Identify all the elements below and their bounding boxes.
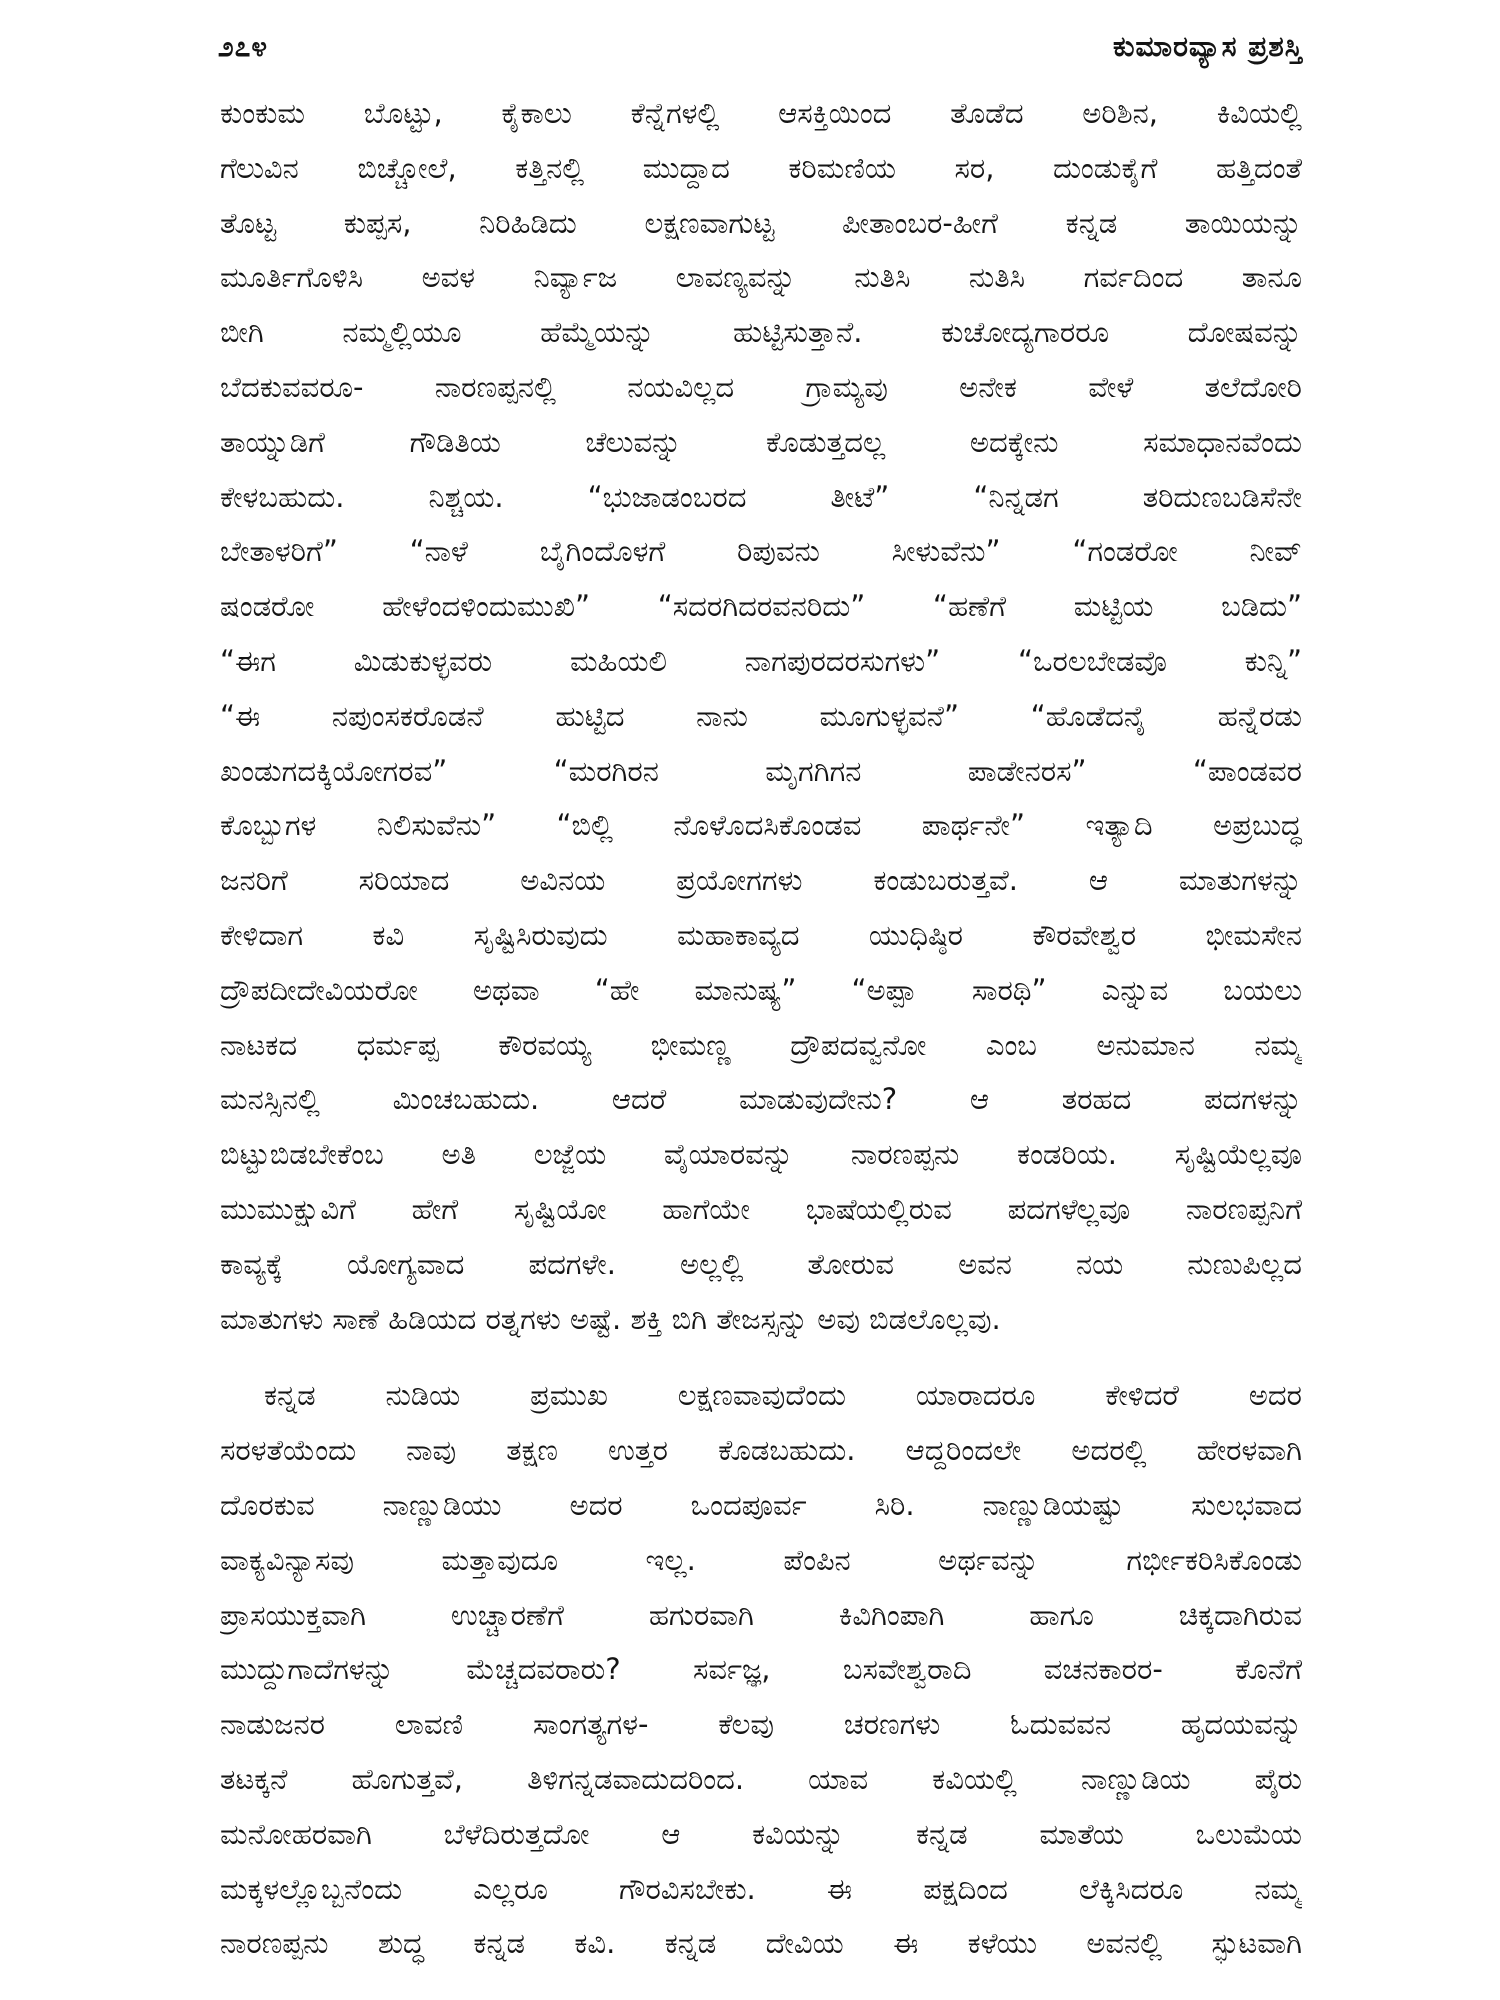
text-line: ತೊಟ್ಟ ಕುಪ್ಪಸ, ನಿರಿಹಿಡಿದು ಲಕ್ಷಣವಾಗುಟ್ಟ ಪೀತಾಂಬರ-ಹೀಗೆ ಕನ್ನಡ ತಾಯಿಯನ್ನು bbox=[220, 205, 1302, 240]
text-line: ಕೇಳಿದಾಗ ಕವಿ ಸೃಷ್ಟಿಸಿರುವುದು ಮಹಾಕಾವ್ಯದ ಯುಧಿಷ್ಠಿರ ಕೌರವೇಶ್ವರ ಭೀಮಸೇನ bbox=[220, 917, 1302, 952]
text-line: ಕುಂಕುಮ ಬೊಟ್ಟು, ಕೈಕಾಲು ಕೆನ್ನೆಗಳಲ್ಲಿ ಆಸಕ್ತಿಯಿಂದ ತೊಡೆದ ಅರಿಶಿನ, ಕಿವಿಯಲ್ಲಿ bbox=[220, 96, 1302, 130]
page-number: ೨೭೪ bbox=[218, 30, 269, 63]
text-line: ನಾರಣಪ್ಪನು ಶುದ್ಧ ಕನ್ನಡ ಕವಿ. ಕನ್ನಡ ದೇವಿಯ ಈ ಕಳೆಯು ಅವನಲ್ಲಿ ಸ್ಫುಟವಾಗಿ bbox=[220, 1926, 1302, 1961]
text-line: ದ್ರೌಪದೀದೇವಿಯರೋ ಅಥವಾ “ಹೇ ಮಾನುಷ್ಯ” “ಅಪ್ಪಾ ಸಾರಥಿ” ಎನ್ನುವ ಬಯಲು bbox=[220, 972, 1302, 1007]
text-line: ಜನರಿಗೆ ಸರಿಯಾದ ಅವಿನಯ ಪ್ರಯೋಗಗಳು ಕಂಡುಬರುತ್ತವೆ. ಆ ಮಾತುಗಳನ್ನು bbox=[220, 863, 1302, 898]
text-line: “ಈಗ ಮಿಡುಕುಳ್ಳವರು ಮಹಿಯಲಿ ನಾಗಪುರದರಸುಗಳು” “ಒರಲಬೇಡವೊ ಕುನ್ನಿ” bbox=[220, 643, 1302, 678]
text-line: ಷಂಡರೋ ಹೇಳೆಂದಳಿಂದುಮುಖಿ” “ಸದರಗಿದರವನರಿದು” “ಹಣೆಗೆ ಮಟ್ಟಿಯ ಬಡಿದು” bbox=[220, 589, 1302, 624]
text-line: ಮನೋಹರವಾಗಿ ಬೆಳೆದಿರುತ್ತದೋ ಆ ಕವಿಯನ್ನು ಕನ್ನಡ ಮಾತೆಯ ಒಲುಮೆಯ bbox=[220, 1816, 1302, 1851]
text-line: ಬೀಗಿ ನಮ್ಮಲ್ಲಿಯೂ ಹೆಮ್ಮೆಯನ್ನು ಹುಟ್ಟಿಸುತ್ತಾನೆ. ಕುಚೋದ್ಯಗಾರರೂ ದೋಷವನ್ನು bbox=[220, 315, 1302, 350]
text-line: ತಾಯ್ನುಡಿಗೆ ಗೌಡಿತಿಯ ಚೆಲುವನ್ನು ಕೊಡುತ್ತದಲ್ಲ ಅದಕ್ಕೇನು ಸಮಾಧಾನವೆಂದು bbox=[220, 424, 1302, 459]
text-line: ಮನಸ್ಸಿನಲ್ಲಿ ಮಿಂಚಬಹುದು. ಆದರೆ ಮಾಡುವುದೇನು? ಆ ತರಹದ ಪದಗಳನ್ನು bbox=[220, 1082, 1302, 1117]
text-line: ಬೇತಾಳರಿಗೆ” “ನಾಳೆ ಬೈಗಿಂದೊಳಗೆ ರಿಪುವನು ಸೀಳುವೆನು” “ಗಂಡರೋ ನೀವ್ bbox=[220, 534, 1302, 569]
text-line: ಕೊಬ್ಬುಗಳ ನಿಲಿಸುವೆನು” “ಬಿಲ್ಲಿ ನೊಳೊದಸಿಕೊಂಡವ ಪಾರ್ಥನೇ” ಇತ್ಯಾದಿ ಅಪ್ರಬುದ್ಧ bbox=[220, 808, 1302, 843]
text-line: ಮುದ್ದುಗಾದೆಗಳನ್ನು ಮೆಚ್ಚದವರಾರು? ಸರ್ವಜ್ಞ, ಬಸವೇಶ್ವರಾದಿ ವಚನಕಾರರ- ಕೊನೆಗೆ bbox=[220, 1652, 1302, 1687]
running-head bbox=[218, 26, 1303, 76]
text-line: ಮುಮುಕ್ಷುವಿಗೆ ಹೇಗೆ ಸೃಷ್ಟಿಯೋ ಹಾಗೆಯೇ ಭಾಷೆಯಲ್ಲಿರುವ ಪದಗಳೆಲ್ಲವೂ ನಾರಣಪ್ಪನಿಗೆ bbox=[220, 1191, 1302, 1226]
text-line: ಮಾತುಗಳು ಸಾಣೆ ಹಿಡಿಯದ ರತ್ನಗಳು ಅಷ್ಟೆ. ಶಕ್ತಿ ಬಿಗಿ ತೇಜಸ್ಸನ್ನು ಅವು ಬಿಡಲೊಲ್ಲವು. bbox=[220, 1301, 1001, 1336]
book-title: ಕುಮಾರವ್ಯಾಸ ಪ್ರಶಸ್ತಿ bbox=[1113, 30, 1303, 63]
text-line: ಬೆದಕುವವರೂ- ನಾರಣಪ್ಪನಲ್ಲಿ ನಯವಿಲ್ಲದ ಗ್ರಾಮ್ಯವು ಅನೇಕ ವೇಳೆ ತಲೆದೋರಿ bbox=[220, 369, 1302, 404]
text-line: ಮಕ್ಕಳಲ್ಲೊಬ್ಬನೆಂದು ಎಲ್ಲರೂ ಗೌರವಿಸಬೇಕು. ಈ ಪಕ್ಷದಿಂದ ಲೆಕ್ಕಿಸಿದರೂ ನಮ್ಮ bbox=[220, 1871, 1302, 1906]
text-line: ಕಾವ್ಯಕ್ಕೆ ಯೋಗ್ಯವಾದ ಪದಗಳೇ. ಅಲ್ಲಲ್ಲಿ ತೋರುವ ಅವನ ನಯ ನುಣುಪಿಲ್ಲದ bbox=[220, 1246, 1302, 1281]
paragraph-1 bbox=[220, 86, 1302, 1346]
text-line: ನಾಟಕದ ಧರ್ಮಪ್ಪ ಕೌರವಯ್ಯ ಭೀಮಣ್ಣ ದ್ರೌಪದವ್ವನೋ ಎಂಬ ಅನುಮಾನ ನಮ್ಮ bbox=[220, 1027, 1302, 1062]
text-line: ತಟಕ್ಕನೆ ಹೊಗುತ್ತವೆ, ತಿಳಿಗನ್ನಡವಾದುದರಿಂದ. ಯಾವ ಕವಿಯಲ್ಲಿ ನಾಣ್ಣುಡಿಯ ಪೈರು bbox=[220, 1761, 1302, 1796]
text-line: ಗೆಲುವಿನ ಬಿಚ್ಚೋಲೆ, ಕತ್ತಿನಲ್ಲಿ ಮುದ್ದಾದ ಕರಿಮಣಿಯ ಸರ, ದುಂಡುಕೈಗೆ ಹತ್ತಿದಂತೆ bbox=[220, 150, 1302, 185]
text-line: ನಾಡುಜನರ ಲಾವಣಿ ಸಾಂಗತ್ಯಗಳ- ಕೆಲವು ಚರಣಗಳು ಓದುವವನ ಹೃದಯವನ್ನು bbox=[220, 1707, 1302, 1742]
text-line: ವಾಕ್ಯವಿನ್ಯಾಸವು ಮತ್ತಾವುದೂ ಇಲ್ಲ. ಪೆಂಪಿನ ಅರ್ಥವನ್ನು ಗರ್ಭೀಕರಿಸಿಕೊಂಡು bbox=[220, 1542, 1302, 1577]
text-line: ಕನ್ನಡ ನುಡಿಯ ಪ್ರಮುಖ ಲಕ್ಷಣವಾವುದೆಂದು ಯಾರಾದರೂ ಕೇಳಿದರೆ ಅದರ bbox=[264, 1378, 1302, 1413]
text-line: ಸರಳತೆಯೆಂದು ನಾವು ತಕ್ಷಣ ಉತ್ತರ ಕೊಡಬಹುದು. ಆದ್ದರಿಂದಲೇ ಅದರಲ್ಲಿ ಹೇರಳವಾಗಿ bbox=[220, 1433, 1302, 1468]
text-line: ಬಿಟ್ಟುಬಿಡಬೇಕೆಂಬ ಅತಿ ಲಜ್ಜೆಯ ವೈಯಾರವನ್ನು ನಾರಣಪ್ಪನು ಕಂಡರಿಯ. ಸೃಷ್ಟಿಯೆಲ್ಲವೂ bbox=[220, 1137, 1302, 1172]
text-line: “ಈ ನಪುಂಸಕರೊಡನೆ ಹುಟ್ಟಿದ ನಾನು ಮೂಗುಳ್ಳವನೆ” “ಹೊಡೆದನೈ ಹನ್ನೆರಡು bbox=[220, 698, 1302, 733]
paragraph-gap bbox=[220, 1346, 1302, 1368]
text-line: ದೊರಕುವ ನಾಣ್ಣುಡಿಯು ಅದರ ಒಂದಪೂರ್ವ ಸಿರಿ. ನಾಣ್ಣುಡಿಯಷ್ಟು ಸುಲಭವಾದ bbox=[220, 1487, 1302, 1522]
text-line: ಪ್ರಾಸಯುಕ್ತವಾಗಿ ಉಚ್ಚಾರಣೆಗೆ ಹಗುರವಾಗಿ ಕಿವಿಗಿಂಪಾಗಿ ಹಾಗೂ ಚಿಕ್ಕದಾಗಿರುವ bbox=[220, 1597, 1302, 1632]
text-line: ಮೂರ್ತಿಗೊಳಿಸಿ ಅವಳ ನಿರ್ವ್ಯಾಜ ಲಾವಣ್ಯವನ್ನು ನುತಿಸಿ ನುತಿಸಿ ಗರ್ವದಿಂದ ತಾನೂ bbox=[220, 260, 1302, 295]
body-text bbox=[220, 86, 1302, 1971]
text-line: ಕೇಳಬಹುದು. ನಿಶ್ಚಯ. “ಭುಜಾಡಂಬರದ ತೀಟೆ” “ನಿನ್ನಡಗ ತರಿದುಣಬಡಿಸೆನೇ bbox=[220, 479, 1302, 514]
text-line: ಖಂಡುಗದಕ್ಕಿಯೋಗರವ” “ಮರಗಿರನ ಮೃಗಗಿಗನ ಪಾಡೇನರಸ” “ಪಾಂಡವರ bbox=[220, 753, 1302, 788]
paragraph-2 bbox=[220, 1368, 1302, 1971]
